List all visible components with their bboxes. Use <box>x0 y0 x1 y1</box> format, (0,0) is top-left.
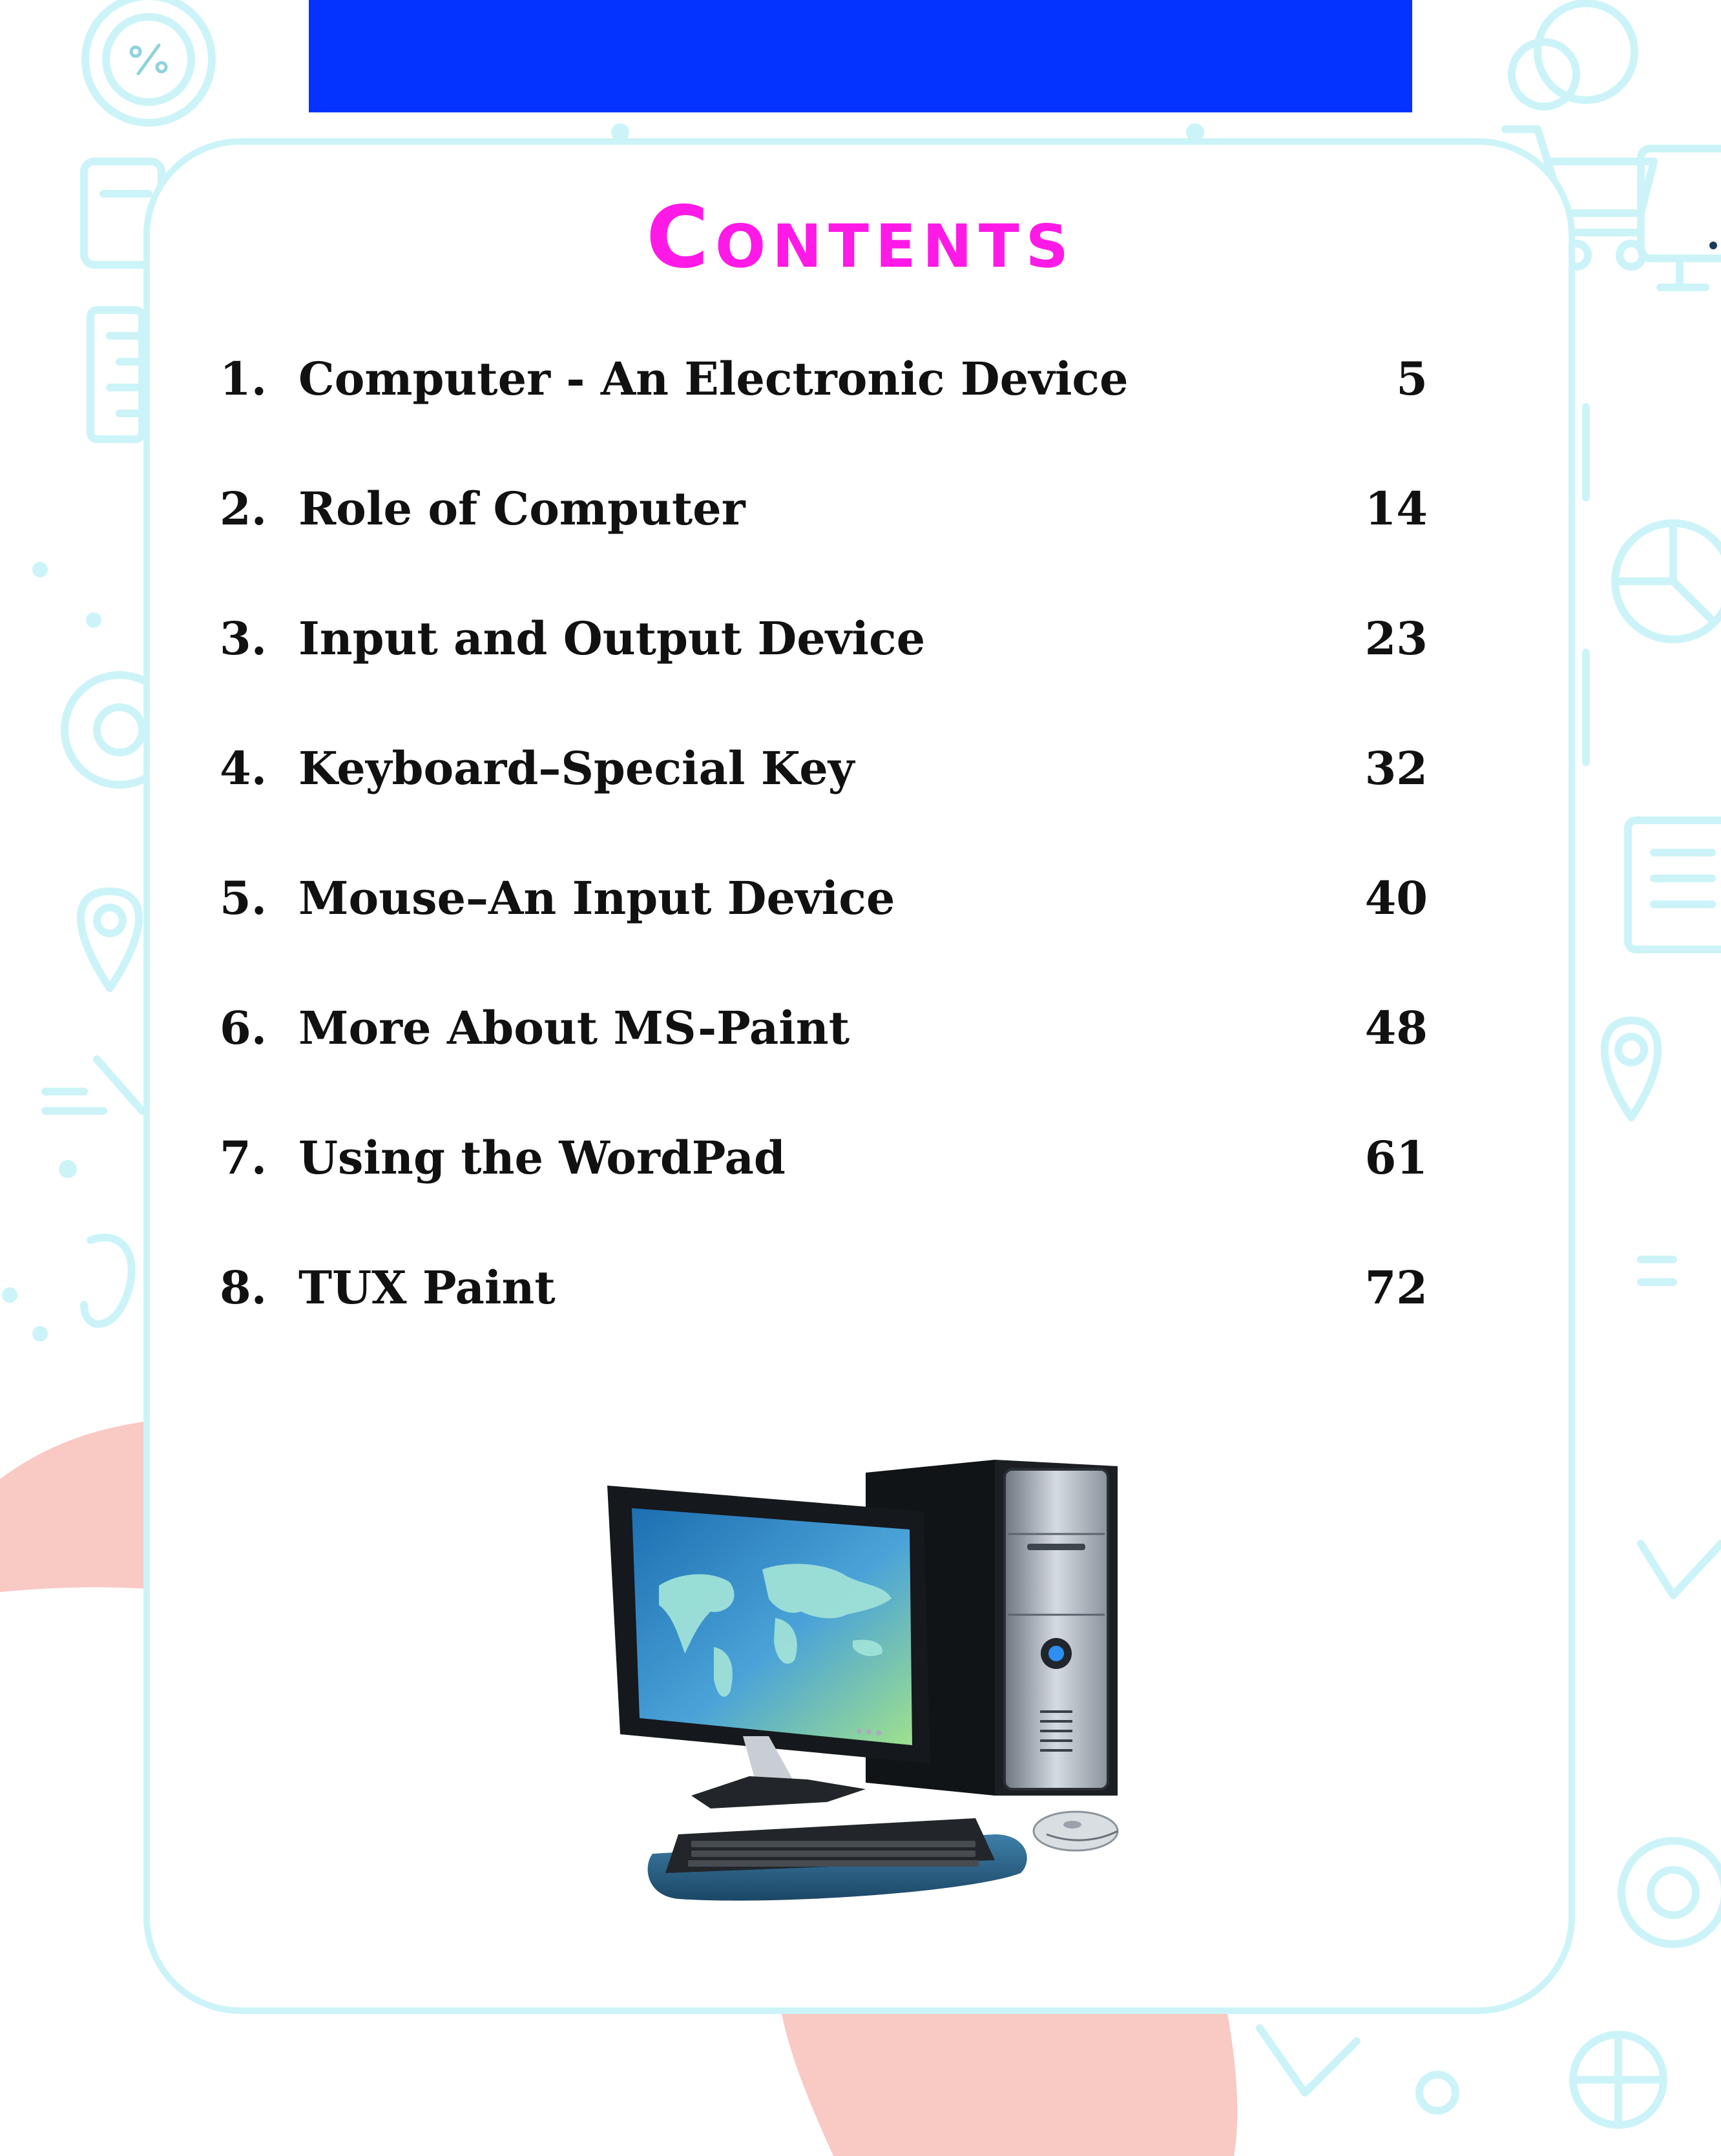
checkmark-icon <box>1260 2028 1357 2093</box>
toc-page: 40 <box>1364 871 1428 925</box>
toc-title: Keyboard–Special Key <box>298 741 855 795</box>
toc-number: 7. <box>220 1131 267 1185</box>
chat-bubble-icon <box>1512 3 1634 107</box>
header-bar <box>309 0 1412 112</box>
page-title: Contents <box>646 188 1075 287</box>
toc-title: Computer - An Electronic Device <box>298 352 1129 406</box>
toc-page: 61 <box>1364 1131 1428 1185</box>
location-pin-icon <box>81 891 139 988</box>
pie-chart-icon <box>1573 2035 1664 2125</box>
location-pin-icon <box>1605 1021 1658 1117</box>
toc-page: 23 <box>1364 612 1428 665</box>
toc-page: 14 <box>1364 482 1428 535</box>
toc-title: More About MS-Paint <box>298 1001 850 1055</box>
toc-number: 5. <box>220 871 267 925</box>
toc-number: 3. <box>220 612 267 665</box>
ruler-icon <box>90 310 142 439</box>
toc-title: Mouse–An Input Device <box>298 871 895 925</box>
document-icon <box>1628 820 1721 949</box>
toc-page: 5 <box>1396 352 1428 406</box>
checkmark-icon <box>1641 1544 1721 1595</box>
toc-number: 2. <box>220 482 267 535</box>
toc-page: 48 <box>1364 1001 1428 1055</box>
keyboard <box>648 1818 1027 1901</box>
pink-blob-left <box>0 1421 149 1592</box>
toc-number: 6. <box>220 1001 267 1055</box>
toc-title: Input and Output Device <box>298 612 926 665</box>
mouse <box>1034 1812 1118 1850</box>
pie-chart-icon <box>1615 523 1721 639</box>
toc-number: 8. <box>220 1261 267 1314</box>
toc-page: 32 <box>1364 741 1428 795</box>
toc-title: TUX Paint <box>298 1261 556 1314</box>
pink-blob-bottom <box>782 2014 1237 2156</box>
desktop-computer-illustration <box>581 1447 1150 1951</box>
toc-page: 72 <box>1364 1261 1428 1314</box>
ring-icon <box>1419 2075 1455 2111</box>
toc-number: 1. <box>220 352 267 406</box>
toc-title: Using the WordPad <box>298 1131 786 1185</box>
toc-title: Role of Computer <box>298 482 746 535</box>
gear-icon <box>1622 1841 1721 1944</box>
toc-number: 4. <box>220 741 267 795</box>
pencil-icon <box>45 1059 142 1111</box>
percent-badge-icon <box>85 0 212 123</box>
